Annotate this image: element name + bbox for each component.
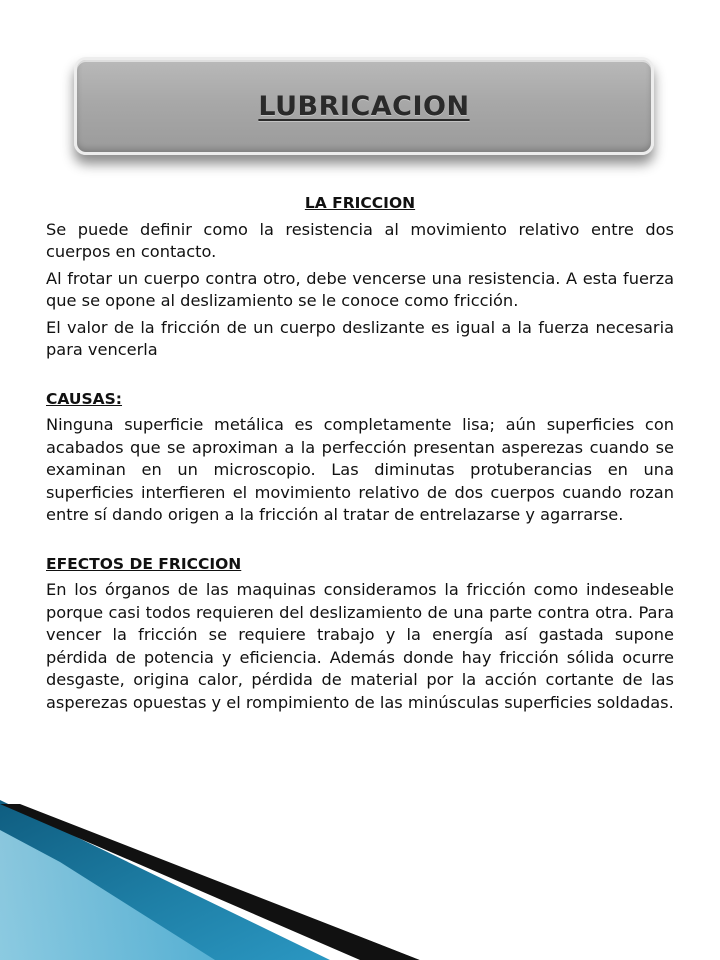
spacer [46, 366, 674, 388]
paragraph-friccion-2: Al frotar un cuerpo contra otro, debe vencerse una resistencia. A esta fuerza que se opone al deslizamiento se le conoce como fricción. [46, 268, 674, 310]
section-heading-efectos: EFECTOS DE FRICCION [46, 554, 242, 573]
decorative-corner-graphic [0, 800, 420, 960]
document-body [46, 192, 674, 718]
section-heading-causas: CAUSAS: [46, 389, 123, 408]
paragraph-friccion-3: El valor de la fricción de un cuerpo deslizante es igual a la fuerza necesaria para vencerla [46, 317, 674, 359]
paragraph-causas-1: Ninguna superficie metálica es completamente lisa; aún superficies con acabados que se aproximan a la perfección presentan asperezas cuando se examinan en un microscopio. Las diminutas protuberancias en una superficies interfieren el movimiento relativo de dos cuerpos cuando rozan entre sí dando origen a la fricción al tratar de entrelazarse y agarrarse. [46, 415, 674, 524]
spacer [46, 531, 674, 553]
section-heading-friccion: LA FRICCION [304, 194, 416, 212]
title-banner [74, 57, 654, 155]
paragraph-friccion-1: Se puede definir como la resistencia al movimiento relativo entre dos cuerpos en contacto. [46, 219, 674, 261]
paragraph-efectos-1: En los órganos de las maquinas consideramos la fricción como indeseable porque casi todos requieren del deslizamiento de una parte contra otra. Para vencer la fricción se requiere trabajo y la energía así gastada supone pérdida de potencia y eficiencia. Además donde hay fricción sólida ocurre desgaste, origina calor, pérdida de material por la acción cortante de las asperezas opuestas y el rompimiento de las minúsculas superficies soldadas. [46, 580, 674, 712]
page-title: LUBRICACION [258, 90, 470, 122]
